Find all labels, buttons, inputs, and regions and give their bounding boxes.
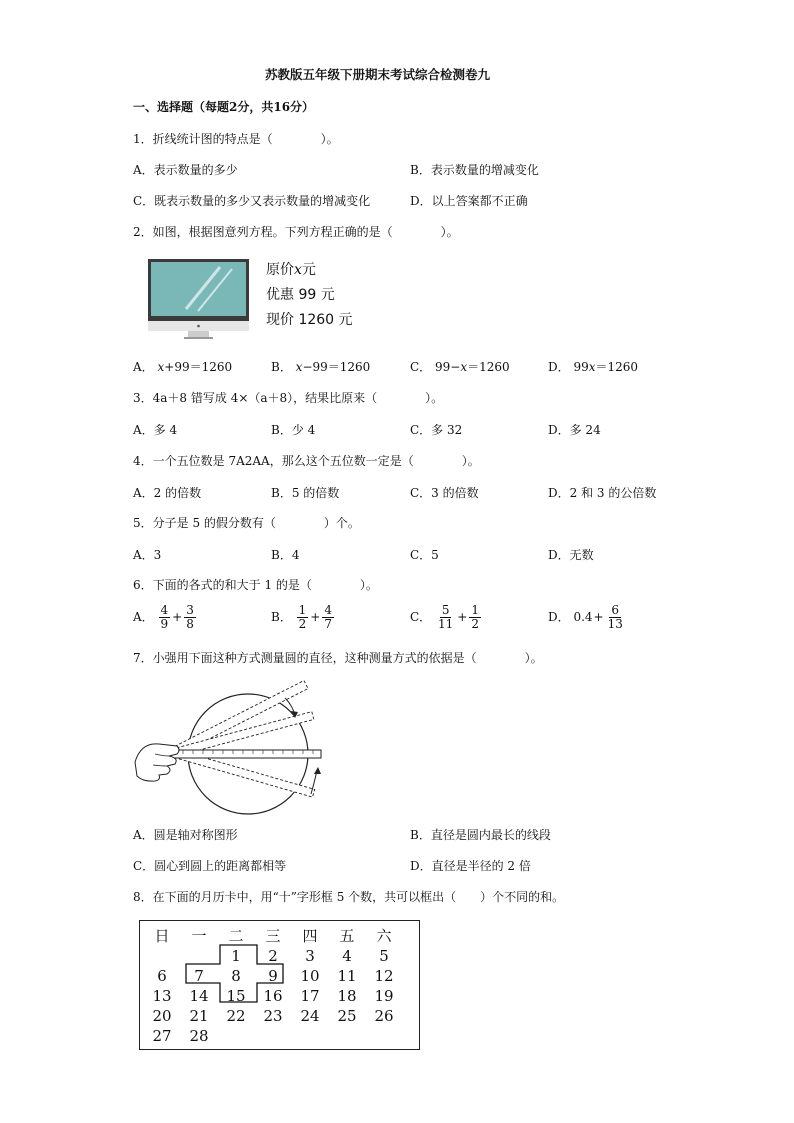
- question-3-stem: 3．4a＋8 错写成 4×（a＋8），结果比原来（ ）。: [133, 391, 444, 405]
- calendar-day-cell: 23: [263, 1007, 283, 1025]
- calendar-day-cell: 10: [300, 967, 320, 985]
- calendar-day-cell: 8: [231, 967, 241, 985]
- question-6-stem: 6．下面的各式的和大于 1 的是（ ）。: [133, 578, 378, 592]
- calendar-weekday-header: 日: [154, 927, 170, 945]
- q1-option-d[interactable]: D．以上答案都不正确: [410, 194, 528, 208]
- q4-option-a[interactable]: A．2 的倍数: [133, 486, 202, 500]
- q7-option-d[interactable]: D．直径是半径的 2 倍: [410, 859, 531, 873]
- calendar-day-cell: 18: [337, 987, 357, 1005]
- q5-option-c[interactable]: C．5: [410, 548, 439, 562]
- q1-option-a[interactable]: A．表示数量的多少: [133, 163, 238, 177]
- q5-option-d[interactable]: D．无数: [548, 548, 594, 562]
- calendar-weekday-header: 二: [228, 927, 244, 945]
- calendar-day-cell: 26: [374, 1007, 394, 1025]
- q6-option-a[interactable]: A． $\frac{4}{9}$ + $\frac{3}{8}$: [133, 603, 194, 631]
- calendar-weekday-header: 五: [339, 927, 355, 945]
- calendar-day-cell: 16: [263, 987, 283, 1005]
- q3-option-b[interactable]: B．少 4: [271, 423, 316, 437]
- calendar-weekday-header: 一: [191, 927, 207, 945]
- calendar-day-cell: 9: [268, 967, 278, 985]
- circle-ruler-illustration: [133, 676, 323, 816]
- fraction: $\frac{6}{13}$: [607, 603, 623, 631]
- question-4-stem: 4．一个五位数是 7A2AA，那么这个五位数一定是（ ）。: [133, 454, 480, 468]
- fraction: $\frac{4}{9}$: [160, 603, 169, 631]
- calendar-day-cell: 14: [189, 987, 209, 1005]
- calendar-day-cell: 24: [300, 1007, 320, 1025]
- q4-option-c[interactable]: C．3 的倍数: [410, 486, 479, 500]
- q6-option-b[interactable]: B． $\frac{1}{2}$ + $\frac{4}{7}$: [271, 603, 332, 631]
- q5-option-b[interactable]: B．4: [271, 548, 300, 562]
- q6-option-d[interactable]: D． 0.4+ $\frac{6}{13}$: [548, 603, 623, 631]
- calendar-day-cell: 25: [337, 1007, 357, 1025]
- fraction: $\frac{1}{2}$: [471, 603, 479, 631]
- question-2-stem: 2．如图，根据图意列方程。下列方程正确的是（ ）。: [133, 225, 459, 239]
- fraction: $\frac{4}{7}$: [324, 603, 332, 631]
- q2-option-c[interactable]: C． 99−x＝1260: [410, 360, 510, 374]
- q5-option-a[interactable]: A．3: [133, 548, 162, 562]
- question-8-stem: 8．在下面的月历卡中，用“十”字形框 5 个数，共可以框出（ ）个不同的和。: [133, 890, 565, 904]
- q7-option-b[interactable]: B．直径是圆内最长的线段: [410, 828, 551, 842]
- q7-option-c[interactable]: C．圆心到圆上的距离都相等: [133, 859, 287, 873]
- q3-option-c[interactable]: C．多 32: [410, 423, 463, 437]
- discount-label: 优惠 99 元: [266, 287, 335, 303]
- calendar-day-cell: 22: [226, 1007, 246, 1025]
- calendar-weekday-header: 三: [265, 927, 281, 945]
- q2-option-d[interactable]: D． 99x＝1260: [548, 360, 639, 374]
- calendar-day-cell: 4: [342, 947, 352, 965]
- calendar-weekday-header: 六: [376, 927, 392, 945]
- calendar-day-cell: 11: [337, 967, 357, 985]
- section-heading: 一、选择题（每题2分，共16分）: [133, 100, 315, 114]
- calendar-day-cell: 6: [157, 967, 167, 985]
- calendar-day-cell: 20: [152, 1007, 172, 1025]
- calendar-day-cell: 7: [194, 967, 204, 985]
- calendar-day-cell: 27: [152, 1027, 172, 1045]
- q1-option-c[interactable]: C．既表示数量的多少又表示数量的增减变化: [133, 194, 371, 208]
- original-price-label: 原价x元: [266, 262, 316, 278]
- calendar-day-cell: 1: [231, 947, 241, 965]
- question-5-stem: 5．分子是 5 的假分数有（ ）个。: [133, 516, 360, 530]
- q4-option-b[interactable]: B．5 的倍数: [271, 486, 340, 500]
- calendar-day-cell: 5: [379, 947, 389, 965]
- calendar-weekday-header: 四: [302, 927, 318, 945]
- q1-option-b[interactable]: B．表示数量的增减变化: [410, 163, 539, 177]
- calendar-day-cell: 2: [268, 947, 278, 965]
- q6-option-c[interactable]: C． $\frac{5}{11}$ + $\frac{1}{2}$: [410, 603, 479, 631]
- calendar-day-cell: 19: [374, 987, 394, 1005]
- calendar-day-cell: 28: [189, 1027, 209, 1045]
- current-price-label: 现价 1260 元: [266, 312, 353, 328]
- page-title: 苏教版五年级下册期末考试综合检测卷九: [265, 67, 491, 82]
- fraction: $\frac{5}{11}$: [438, 603, 454, 631]
- fraction: $\frac{1}{2}$: [298, 603, 307, 631]
- question-1-stem: 1．折线统计图的特点是（ ）。: [133, 132, 339, 146]
- q7-option-a[interactable]: A．圆是轴对称图形: [133, 828, 238, 842]
- calendar-day-cell: 12: [374, 967, 394, 985]
- calendar-day-cell: 3: [305, 947, 315, 965]
- calendar-day-cell: 21: [189, 1007, 209, 1025]
- calendar-day-cell: 15: [226, 987, 246, 1005]
- q4-option-d[interactable]: D．2 和 3 的公倍数: [548, 486, 657, 500]
- monitor-illustration: [148, 259, 250, 341]
- q3-option-a[interactable]: A．多 4: [133, 423, 178, 437]
- q3-option-d[interactable]: D．多 24: [548, 423, 601, 437]
- q2-option-b[interactable]: B． x−99＝1260: [271, 360, 371, 374]
- calendar-day-cell: 17: [300, 987, 320, 1005]
- calendar-day-cell: 13: [152, 987, 172, 1005]
- question-7-stem: 7．小强用下面这种方式测量圆的直径，这种测量方式的依据是（ ）。: [133, 651, 543, 665]
- fraction: $\frac{3}{8}$: [186, 603, 194, 631]
- calendar-card: [139, 920, 420, 1050]
- q2-option-a[interactable]: A． x+99＝1260: [133, 360, 233, 374]
